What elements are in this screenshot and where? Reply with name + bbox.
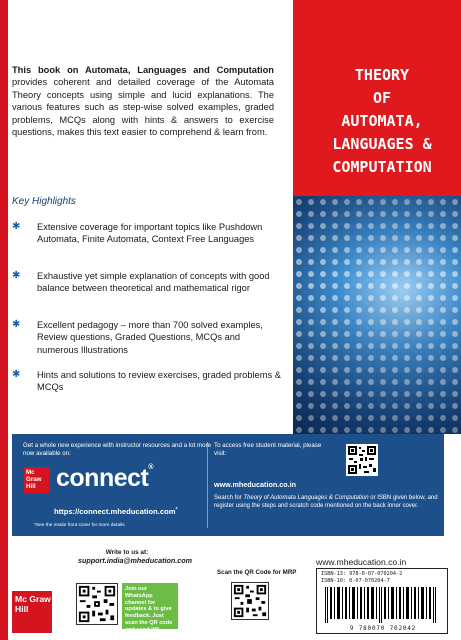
barcode-icon bbox=[321, 587, 445, 623]
search-suffix: or ISBN given below, and register using the steps and scratch code mentioned on the back inner cover. bbox=[214, 495, 438, 510]
intro-lead: This book on Automata, Languages and Computation bbox=[12, 65, 274, 75]
cover-title-line: LANGUAGES & bbox=[332, 135, 432, 153]
connect-intro-text: Get a whole new experience with instructor resources and a lot more now available on: bbox=[23, 442, 212, 458]
left-red-strip bbox=[0, 0, 8, 640]
isbn13: ISBN-13: 978-0-07-070204-2 bbox=[321, 571, 403, 577]
isbn10: ISBN-10: 0-07-070204-7 bbox=[321, 578, 390, 584]
mcgraw-hill-logo-icon: Mc Graw Hill bbox=[12, 591, 52, 633]
support-email-link[interactable]: support.india@mheducation.com bbox=[78, 556, 193, 565]
qr-code-icon[interactable] bbox=[76, 583, 118, 625]
connect-url[interactable]: https://connect.mheducation.com bbox=[54, 507, 176, 516]
qr-code-icon[interactable] bbox=[346, 444, 378, 476]
intro-body: provides coherent and detailed coverage of the Automata Theory concepts using simple and lucid explanations. The various features such as step-wise solved examples, graded problems, MCQs along with hints & answers to exercise questions, makes this text easier to comprehend & learn from. bbox=[12, 77, 274, 138]
connect-note: *See the inside front cover for more details bbox=[34, 523, 125, 528]
connect-url-mark: * bbox=[175, 507, 178, 513]
connect-wordmark bbox=[56, 464, 153, 493]
student-site-link[interactable]: www.mheducation.co.in bbox=[214, 480, 296, 489]
connect-word: connect bbox=[56, 464, 149, 492]
cover-title-line: COMPUTATION bbox=[332, 158, 432, 176]
connect-url-line bbox=[54, 507, 177, 516]
highlight-text: Exhaustive yet simple explanation of concepts with good balance between theoretical and mathematical rigor bbox=[37, 271, 270, 294]
cover-title-line: THEORY bbox=[354, 66, 410, 84]
cover-title-line: OF bbox=[372, 89, 392, 107]
search-prefix: Search for bbox=[214, 495, 244, 501]
cover-shade bbox=[293, 196, 461, 434]
footer-site[interactable]: www.mheducation.co.in bbox=[316, 557, 407, 567]
connect-info-box bbox=[12, 434, 444, 536]
registered-mark: ® bbox=[148, 464, 154, 471]
star-bullet-icon: ✱ bbox=[12, 270, 21, 281]
cover-title-line: AUTOMATA, bbox=[341, 112, 423, 130]
highlight-text: Hints and solutions to review exercises, graded problems & MCQs bbox=[37, 370, 281, 393]
mrp-qr-label: Scan the QR Code for MRP bbox=[217, 569, 297, 576]
qr-code-icon[interactable] bbox=[231, 582, 269, 620]
star-bullet-icon: ✱ bbox=[12, 319, 21, 330]
divider bbox=[207, 442, 208, 528]
star-bullet-icon: ✱ bbox=[12, 221, 21, 232]
whatsapp-channel-box: Join our WhatsApp channel for updates & to give feedback. Just scan the QR code and send 'Hi' bbox=[122, 583, 178, 629]
highlight-text: Extensive coverage for important topics like Pushdown Automata, Finite Automata, Context Free Languages bbox=[37, 222, 263, 245]
isbn-barcode-box bbox=[316, 568, 448, 634]
cover-panel bbox=[293, 0, 461, 434]
write-to-us bbox=[78, 549, 193, 565]
highlight-text: Excellent pedagogy – more than 700 solved examples, Review questions, Graded Questions, MCQs and numerous Illustrations bbox=[37, 320, 263, 355]
search-book-title: Theory of Automata Languages & Computation bbox=[243, 495, 369, 501]
cover-title bbox=[307, 64, 457, 179]
write-title: Write to us at: bbox=[105, 549, 149, 556]
search-instructions bbox=[214, 494, 442, 510]
star-bullet-icon: ✱ bbox=[12, 369, 21, 380]
student-material-text: To access free student material, please visit: bbox=[214, 442, 322, 458]
intro-paragraph bbox=[12, 64, 274, 138]
isbn-text bbox=[321, 571, 402, 585]
barcode-number: 9 780070 702042 bbox=[349, 625, 417, 632]
key-highlights-title: Key Highlights bbox=[12, 196, 76, 207]
mcgraw-hill-logo-icon: Mc Graw Hill bbox=[24, 467, 50, 493]
